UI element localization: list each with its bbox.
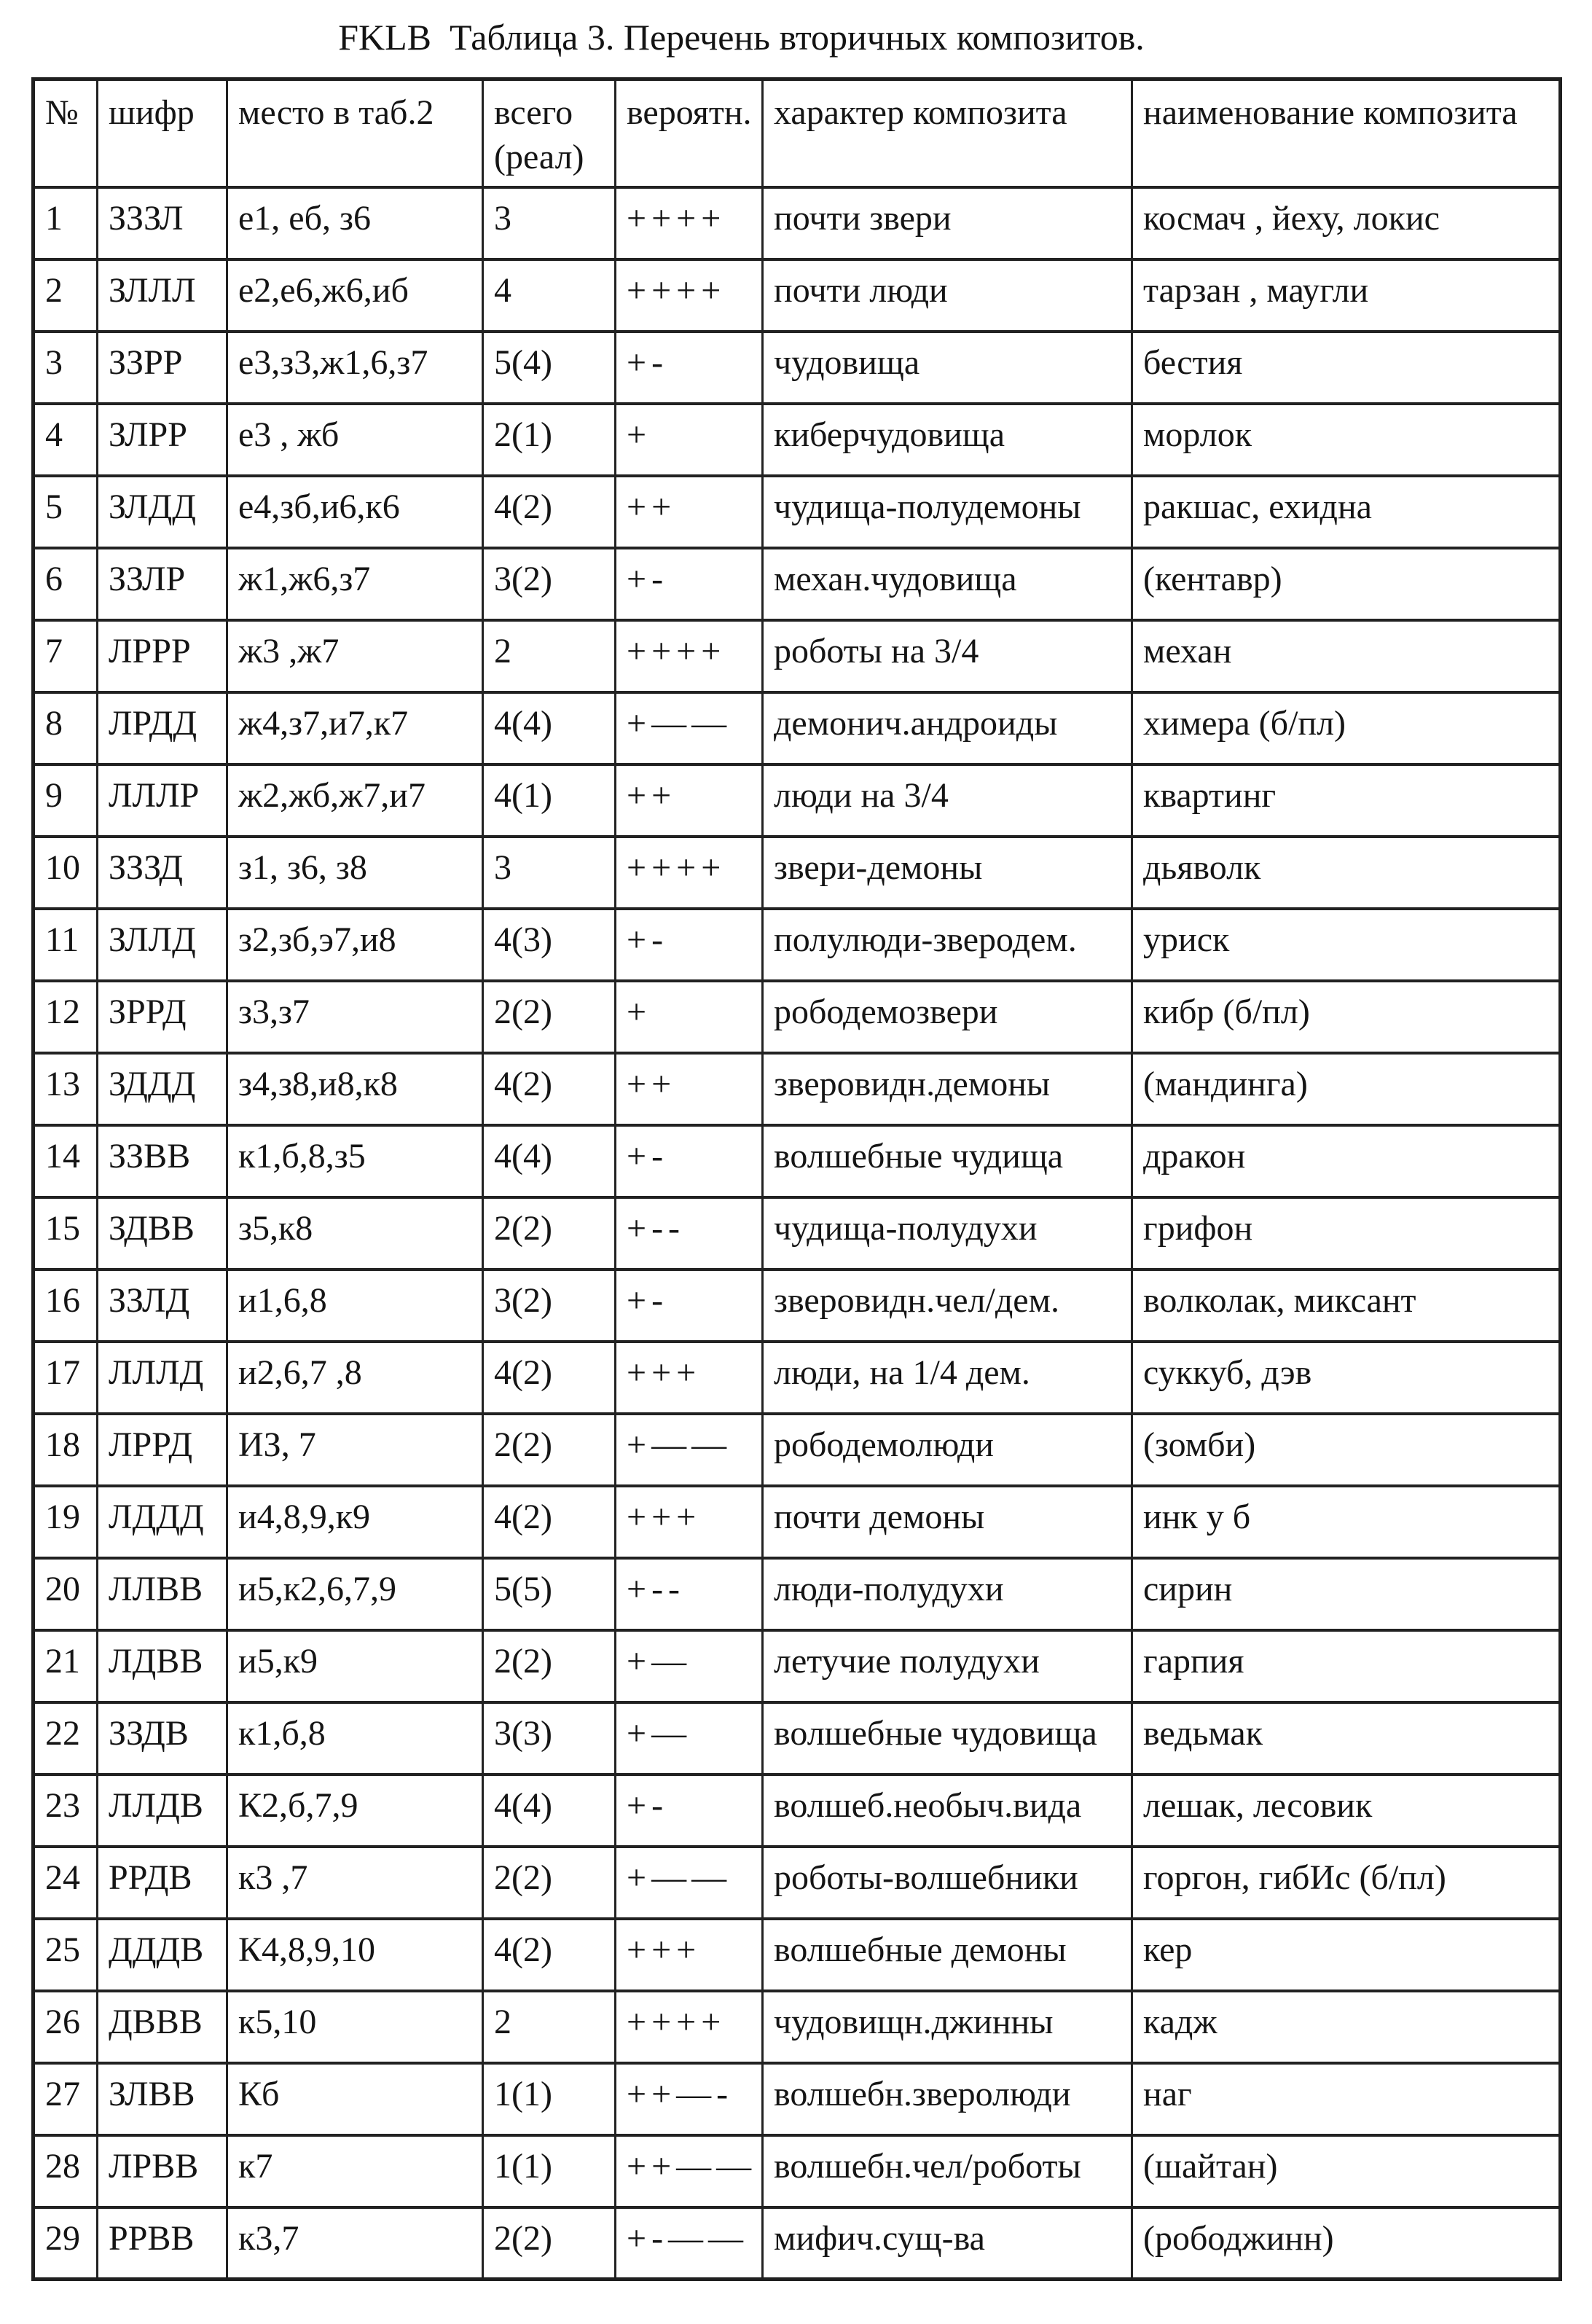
cell-total: 5(4) [483, 332, 616, 404]
cell-code: ЛЛВВ [98, 1558, 227, 1630]
cell-total: 1(1) [483, 2063, 616, 2135]
cell-character: чудовищн.джинны [763, 1991, 1132, 2063]
cell-code: ЗЗРР [98, 332, 227, 404]
table-row [34, 620, 1561, 692]
cell-code: ЛРВВ [98, 2135, 227, 2207]
cell-total: 4(2) [483, 476, 616, 548]
cell-total: 4(2) [483, 1342, 616, 1414]
cell-total: 3(2) [483, 1269, 616, 1342]
cell-name: горгон, гибИс (б/пл) [1132, 1847, 1561, 1919]
cell-number: 14 [34, 1125, 98, 1197]
cell-prob: +++ [616, 1486, 763, 1558]
cell-place: з3,з7 [227, 981, 483, 1053]
cell-number: 27 [34, 2063, 98, 2135]
cell-total: 4(2) [483, 1486, 616, 1558]
cell-number: 28 [34, 2135, 98, 2207]
cell-character: почти звери [763, 187, 1132, 259]
cell-number: 1 [34, 187, 98, 259]
header-row [34, 79, 1561, 187]
cell-code: ЛРДД [98, 692, 227, 764]
cell-prob: ++ [616, 1053, 763, 1125]
cell-name: инк у б [1132, 1486, 1561, 1558]
cell-name: гарпия [1132, 1630, 1561, 1702]
header-number: № [34, 79, 98, 187]
cell-character: волшебные чудовища [763, 1702, 1132, 1775]
cell-name: космач , йеху, локис [1132, 187, 1561, 259]
table-row [34, 692, 1561, 764]
table-row [34, 1991, 1561, 2063]
cell-character: почти демоны [763, 1486, 1132, 1558]
cell-total: 5(5) [483, 1558, 616, 1630]
cell-prob: +-- [616, 1197, 763, 1269]
table-row [34, 2135, 1561, 2207]
cell-name: (зомби) [1132, 1414, 1561, 1486]
cell-code: ЛРРР [98, 620, 227, 692]
cell-character: чудища-полудемоны [763, 476, 1132, 548]
cell-prob: +- [616, 1125, 763, 1197]
cell-total: 2(2) [483, 1847, 616, 1919]
cell-code: ЗЗЗЛ [98, 187, 227, 259]
cell-number: 25 [34, 1919, 98, 1991]
cell-code: ЗЗВВ [98, 1125, 227, 1197]
cell-prob: ++++ [616, 259, 763, 332]
cell-prob: + [616, 981, 763, 1053]
table-row [34, 1630, 1561, 1702]
cell-code: ЗЛЛД [98, 909, 227, 981]
cell-place: е3 , жб [227, 404, 483, 476]
cell-name: химера (б/пл) [1132, 692, 1561, 764]
table-row [34, 1125, 1561, 1197]
cell-character: волшеб.необыч.вида [763, 1775, 1132, 1847]
cell-number: 4 [34, 404, 98, 476]
cell-code: ЗЛРР [98, 404, 227, 476]
table-row [34, 1197, 1561, 1269]
cell-prob: +- [616, 1269, 763, 1342]
table-row [34, 1775, 1561, 1847]
cell-character: демонич.андроиды [763, 692, 1132, 764]
cell-character: механ.чудовища [763, 548, 1132, 620]
cell-code: ЛДДД [98, 1486, 227, 1558]
cell-character: чудовища [763, 332, 1132, 404]
table-row [34, 476, 1561, 548]
cell-total: 4(2) [483, 1053, 616, 1125]
cell-prob: +- [616, 909, 763, 981]
cell-number: 29 [34, 2207, 98, 2280]
table-header [34, 79, 1561, 187]
table-row [34, 837, 1561, 909]
cell-number: 10 [34, 837, 98, 909]
cell-number: 15 [34, 1197, 98, 1269]
cell-code: ЗЗДВ [98, 1702, 227, 1775]
cell-character: летучие полудухи [763, 1630, 1132, 1702]
cell-character: зверовидн.демоны [763, 1053, 1132, 1125]
cell-number: 23 [34, 1775, 98, 1847]
cell-number: 9 [34, 764, 98, 837]
table-row [34, 1702, 1561, 1775]
table-row [34, 909, 1561, 981]
cell-prob: ++++ [616, 837, 763, 909]
header-name: наименование композита [1132, 79, 1561, 187]
cell-code: ЛДВВ [98, 1630, 227, 1702]
header-code: шифр [98, 79, 227, 187]
cell-total: 3(3) [483, 1702, 616, 1775]
cell-prob: +-- [616, 1558, 763, 1630]
cell-place: к3,7 [227, 2207, 483, 2280]
cell-number: 11 [34, 909, 98, 981]
table-row [34, 1053, 1561, 1125]
cell-number: 12 [34, 981, 98, 1053]
cell-place: к7 [227, 2135, 483, 2207]
cell-number: 3 [34, 332, 98, 404]
cell-code: ДВВВ [98, 1991, 227, 2063]
table-row [34, 1919, 1561, 1991]
cell-number: 6 [34, 548, 98, 620]
table-row [34, 1342, 1561, 1414]
table-row [34, 187, 1561, 259]
cell-code: ДДДВ [98, 1919, 227, 1991]
cell-character: волшебн.чел/роботы [763, 2135, 1132, 2207]
table-row [34, 1558, 1561, 1630]
cell-place: и5,к2,6,7,9 [227, 1558, 483, 1630]
cell-code: ЗЗЛД [98, 1269, 227, 1342]
cell-total: 2(2) [483, 1630, 616, 1702]
cell-number: 26 [34, 1991, 98, 2063]
cell-place: ж4,з7,и7,к7 [227, 692, 483, 764]
cell-name: ведьмак [1132, 1702, 1561, 1775]
table-row [34, 332, 1561, 404]
table-body [34, 187, 1561, 2280]
cell-prob: +—— [616, 1414, 763, 1486]
cell-number: 18 [34, 1414, 98, 1486]
table-row [34, 2063, 1561, 2135]
cell-character: роботы на 3/4 [763, 620, 1132, 692]
cell-number: 13 [34, 1053, 98, 1125]
cell-name: морлок [1132, 404, 1561, 476]
cell-place: ж2,жб,ж7,и7 [227, 764, 483, 837]
cell-character: рободемолюди [763, 1414, 1132, 1486]
cell-name: (мандинга) [1132, 1053, 1561, 1125]
header-prob: вероятн. [616, 79, 763, 187]
cell-total: 2(2) [483, 1197, 616, 1269]
cell-prob: +— [616, 1702, 763, 1775]
cell-place: к1,б,8 [227, 1702, 483, 1775]
cell-prob: +-—— [616, 2207, 763, 2280]
cell-name: волколак, миксант [1132, 1269, 1561, 1342]
cell-number: 2 [34, 259, 98, 332]
cell-prob: +—— [616, 1847, 763, 1919]
cell-place: К2,б,7,9 [227, 1775, 483, 1847]
cell-number: 21 [34, 1630, 98, 1702]
cell-name: наг [1132, 2063, 1561, 2135]
cell-code: ЛЛЛР [98, 764, 227, 837]
cell-total: 2(1) [483, 404, 616, 476]
cell-name: (шайтан) [1132, 2135, 1561, 2207]
cell-character: чудища-полудухи [763, 1197, 1132, 1269]
cell-total: 1(1) [483, 2135, 616, 2207]
cell-number: 22 [34, 1702, 98, 1775]
cell-place: з2,зб,э7,и8 [227, 909, 483, 981]
cell-prob: ++—— [616, 2135, 763, 2207]
cell-prob: ++++ [616, 1991, 763, 2063]
cell-name: механ [1132, 620, 1561, 692]
table-row [34, 548, 1561, 620]
cell-prob: +++ [616, 1342, 763, 1414]
cell-prob: +— [616, 1630, 763, 1702]
cell-number: 19 [34, 1486, 98, 1558]
table-row [34, 981, 1561, 1053]
cell-prob: ++ [616, 764, 763, 837]
cell-character: люди-полудухи [763, 1558, 1132, 1630]
cell-name: лешак, лесовик [1132, 1775, 1561, 1847]
cell-place: е1, еб, з6 [227, 187, 483, 259]
cell-number: 5 [34, 476, 98, 548]
cell-place: и2,6,7 ,8 [227, 1342, 483, 1414]
cell-total: 2(2) [483, 981, 616, 1053]
cell-total: 4(3) [483, 909, 616, 981]
cell-character: люди, на 1/4 дем. [763, 1342, 1132, 1414]
cell-code: ЗДВВ [98, 1197, 227, 1269]
cell-place: з1, з6, з8 [227, 837, 483, 909]
cell-name: тарзан , маугли [1132, 259, 1561, 332]
cell-number: 20 [34, 1558, 98, 1630]
cell-name: кер [1132, 1919, 1561, 1991]
table-row [34, 1486, 1561, 1558]
cell-name: квартинг [1132, 764, 1561, 837]
cell-name: бестия [1132, 332, 1561, 404]
cell-character: киберчудовища [763, 404, 1132, 476]
cell-total: 4(2) [483, 1919, 616, 1991]
composites-table [31, 77, 1562, 2281]
cell-code: ЗРРД [98, 981, 227, 1053]
cell-total: 3 [483, 837, 616, 909]
cell-total: 2 [483, 1991, 616, 2063]
cell-code: ЗЗЗД [98, 837, 227, 909]
cell-character: звери-демоны [763, 837, 1132, 909]
cell-total: 2(2) [483, 1414, 616, 1486]
cell-character: почти люди [763, 259, 1132, 332]
cell-name: (кентавр) [1132, 548, 1561, 620]
cell-code: ЗЛДД [98, 476, 227, 548]
cell-total: 4(4) [483, 1775, 616, 1847]
cell-character: волшебн.зверолюди [763, 2063, 1132, 2135]
cell-name: кадж [1132, 1991, 1561, 2063]
cell-name: дьяволк [1132, 837, 1561, 909]
cell-total: 2 [483, 620, 616, 692]
cell-number: 24 [34, 1847, 98, 1919]
table-row [34, 1847, 1561, 1919]
cell-place: е3,з3,ж1,6,з7 [227, 332, 483, 404]
cell-place: К4,8,9,10 [227, 1919, 483, 1991]
cell-place: з5,к8 [227, 1197, 483, 1269]
header-total: всего (реал) [483, 79, 616, 187]
cell-place: ИЗ, 7 [227, 1414, 483, 1486]
cell-code: ЛЛДВ [98, 1775, 227, 1847]
cell-name: ракшас, ехидна [1132, 476, 1561, 548]
cell-total: 4(4) [483, 1125, 616, 1197]
cell-total: 2(2) [483, 2207, 616, 2280]
cell-prob: +- [616, 332, 763, 404]
cell-code: ЛЛЛД [98, 1342, 227, 1414]
table-row [34, 404, 1561, 476]
table-row [34, 2207, 1561, 2280]
cell-number: 7 [34, 620, 98, 692]
cell-place: к3 ,7 [227, 1847, 483, 1919]
cell-number: 8 [34, 692, 98, 764]
cell-place: и1,6,8 [227, 1269, 483, 1342]
cell-prob: +- [616, 1775, 763, 1847]
table-row [34, 764, 1561, 837]
cell-place: к1,б,8,з5 [227, 1125, 483, 1197]
cell-number: 17 [34, 1342, 98, 1414]
cell-total: 4(1) [483, 764, 616, 837]
cell-place: и4,8,9,к9 [227, 1486, 483, 1558]
cell-prob: ++++ [616, 187, 763, 259]
cell-code: РРДВ [98, 1847, 227, 1919]
cell-name: дракон [1132, 1125, 1561, 1197]
cell-code: ЛРРД [98, 1414, 227, 1486]
table-row [34, 1414, 1561, 1486]
header-character: характер композита [763, 79, 1132, 187]
table-row [34, 1269, 1561, 1342]
cell-name: сирин [1132, 1558, 1561, 1630]
cell-character: волшебные чудища [763, 1125, 1132, 1197]
cell-prob: ++ [616, 476, 763, 548]
cell-place: е2,е6,ж6,иб [227, 259, 483, 332]
cell-name: уриск [1132, 909, 1561, 981]
cell-character: люди на 3/4 [763, 764, 1132, 837]
cell-code: РРВВ [98, 2207, 227, 2280]
cell-code: ЗЛВВ [98, 2063, 227, 2135]
page-title: FKLB Таблица 3. Перечень вторичных композитов. [338, 17, 1145, 58]
cell-place: з4,з8,и8,к8 [227, 1053, 483, 1125]
cell-place: ж1,ж6,з7 [227, 548, 483, 620]
cell-prob: + [616, 404, 763, 476]
cell-character: роботы-волшебники [763, 1847, 1132, 1919]
cell-prob: +—— [616, 692, 763, 764]
cell-code: ЗДДД [98, 1053, 227, 1125]
cell-number: 16 [34, 1269, 98, 1342]
cell-prob: +++ [616, 1919, 763, 1991]
cell-character: волшебные демоны [763, 1919, 1132, 1991]
cell-total: 4 [483, 259, 616, 332]
cell-code: ЗЛЛЛ [98, 259, 227, 332]
cell-place: и5,к9 [227, 1630, 483, 1702]
cell-prob: ++—- [616, 2063, 763, 2135]
cell-character: полулюди-зверодем. [763, 909, 1132, 981]
cell-place: Кб [227, 2063, 483, 2135]
cell-name: (рободжинн) [1132, 2207, 1561, 2280]
cell-name: кибр (б/пл) [1132, 981, 1561, 1053]
cell-prob: +- [616, 548, 763, 620]
cell-total: 4(4) [483, 692, 616, 764]
cell-name: суккуб, дэв [1132, 1342, 1561, 1414]
cell-place: е4,зб,и6,к6 [227, 476, 483, 548]
cell-place: ж3 ,ж7 [227, 620, 483, 692]
cell-character: мифич.сущ-ва [763, 2207, 1132, 2280]
cell-name: грифон [1132, 1197, 1561, 1269]
cell-total: 3 [483, 187, 616, 259]
cell-character: рободемозвери [763, 981, 1132, 1053]
cell-place: к5,10 [227, 1991, 483, 2063]
cell-character: зверовидн.чел/дем. [763, 1269, 1132, 1342]
header-place: место в таб.2 [227, 79, 483, 187]
cell-total: 3(2) [483, 548, 616, 620]
cell-prob: ++++ [616, 620, 763, 692]
table-row [34, 259, 1561, 332]
cell-code: ЗЗЛР [98, 548, 227, 620]
